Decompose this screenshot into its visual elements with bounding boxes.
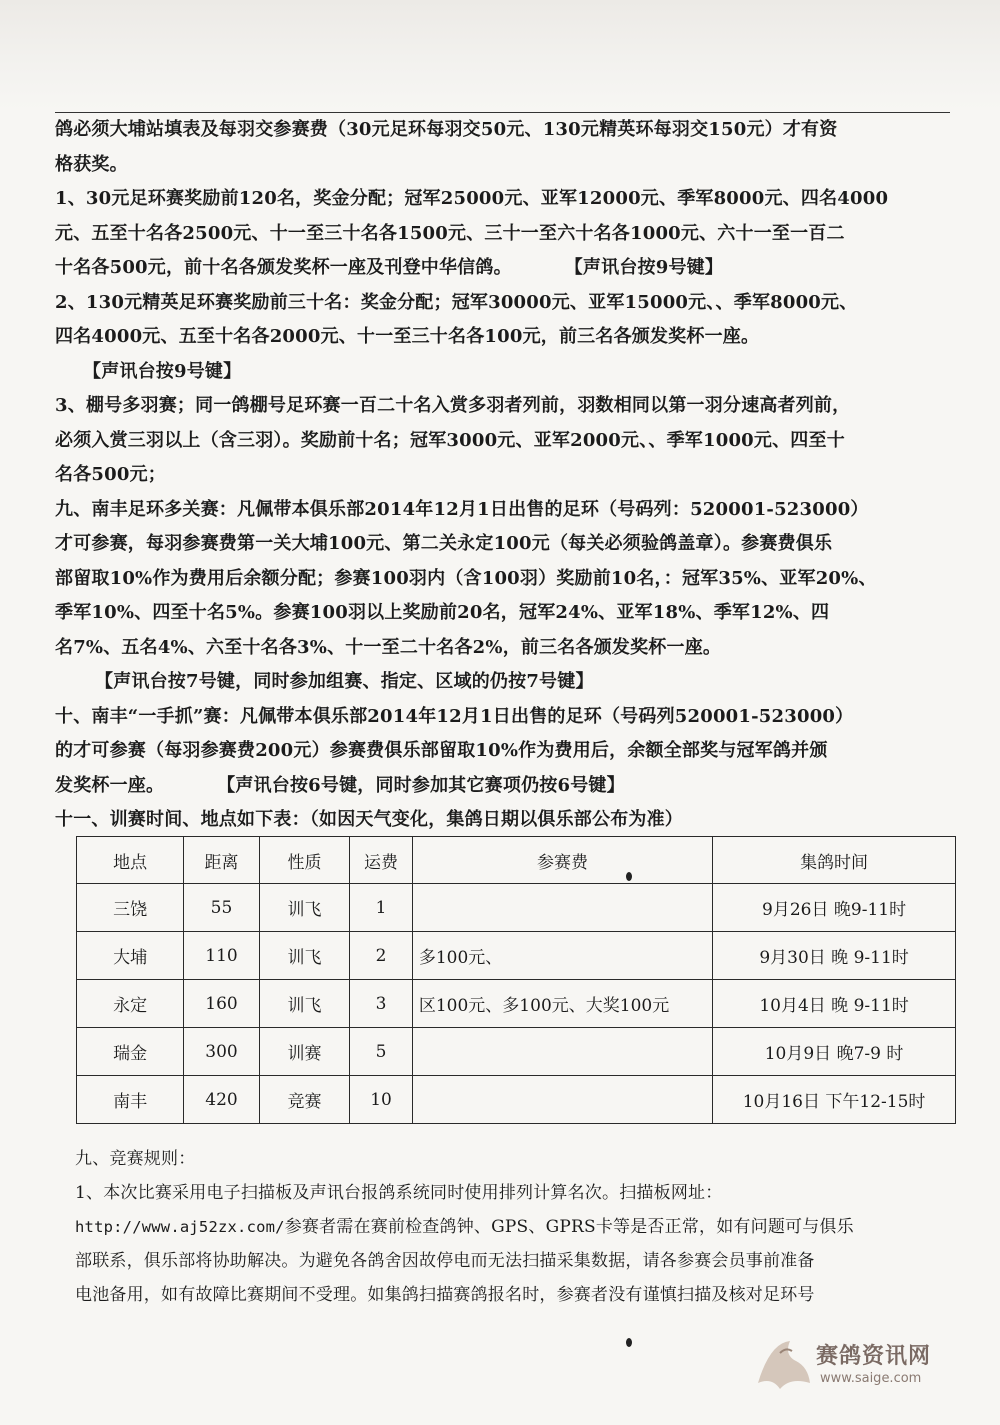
section10-line-3-text: 发奖杯一座。 bbox=[55, 774, 165, 796]
item2-key-note: 【声讯台按9号键】 bbox=[83, 360, 242, 382]
cell-type: 训飞 bbox=[259, 932, 349, 980]
item1-key-note: 【声讯台按9号键】 bbox=[564, 257, 724, 278]
cell-collect-time: 10月16日 下午12-15时 bbox=[713, 1076, 956, 1124]
document-body bbox=[55, 112, 950, 838]
cell-place: 瑞金 bbox=[77, 1028, 184, 1076]
item1-line-1: 1、30元足环赛奖励前120名，奖金分配；冠军25000元、亚军12000元、季军8000元、四名4000 bbox=[55, 188, 889, 209]
section9-line-5: 名7%、五名4%、六至十名各3%、十一至二十名各2%，前三名各颁发奖杯一座。 bbox=[55, 636, 722, 658]
intro-line-1: 鸽必须大埔站填表及每羽交参赛费（30元足环每羽交50元、130元精英环每羽交150元）才有资 bbox=[55, 112, 950, 148]
ink-spot bbox=[626, 1338, 632, 1347]
section9-line-2: 才可参赛，每羽参赛费第一关大埔100元、第二关永定100元（每关必须验鸽盖章）。参赛费俱乐 bbox=[55, 533, 833, 554]
table-row bbox=[77, 1076, 956, 1124]
cell-entry-fee bbox=[412, 884, 712, 932]
ink-spot bbox=[626, 872, 632, 881]
section10-line-3 bbox=[55, 769, 950, 804]
cell-entry-fee: 区100元、多100元、大奖100元 bbox=[412, 980, 712, 1028]
item3-line-1: 3、棚号多羽赛；同一鸽棚号足环赛一百二十名入赏多羽者列前，羽数相同以第一羽分速高者列前， bbox=[55, 395, 851, 416]
watermark-url: www.saige.com bbox=[820, 1371, 922, 1386]
rules-line-3: 部联系，俱乐部将协助解决。为避免各鸽舍因故停电而无法扫描采集数据，请各参赛会员事前准备 bbox=[75, 1251, 815, 1271]
item3-line-2: 必须入赏三羽以上（含三羽）。奖励前十名；冠军3000元、亚军2000元、、季军1000元、四至十 bbox=[55, 429, 845, 451]
header-freight: 运费 bbox=[350, 837, 413, 884]
rules-line-2 bbox=[75, 1210, 965, 1244]
cell-distance: 300 bbox=[184, 1028, 260, 1076]
cell-collect-time: 10月4日 晚 9-11时 bbox=[713, 980, 956, 1028]
cell-place: 南丰 bbox=[77, 1076, 184, 1124]
cell-place: 三饶 bbox=[77, 884, 184, 932]
cell-distance: 420 bbox=[184, 1076, 260, 1124]
section9-line-3: 部留取10%作为费用后余额分配；参赛100羽内（含100羽）奖励前10名，：冠军35%、亚军20%、 bbox=[55, 567, 877, 589]
item3-line-3: 名各500元； bbox=[55, 464, 166, 485]
header-collect-time: 集鸽时间 bbox=[713, 837, 956, 884]
table-row bbox=[77, 932, 956, 980]
cell-distance: 110 bbox=[184, 932, 260, 980]
schedule-table bbox=[76, 836, 956, 1124]
cell-freight: 10 bbox=[350, 1076, 413, 1124]
section10-line-1: 十、南丰“一手抓”赛：凡佩带本俱乐部2014年12月1日出售的足环（号码列520001-523000） bbox=[55, 705, 854, 727]
cell-collect-time: 9月26日 晚9-11时 bbox=[713, 884, 956, 932]
pigeon-logo-icon bbox=[750, 1333, 816, 1399]
item1-line-2: 元、五至十名各2500元、十一至三十名各1500元、三十一至六十名各1000元、六十一至一百二 bbox=[55, 222, 845, 244]
rules-line-2-text: 参赛者需在赛前检查鸽钟、GPS、GPRS卡等是否正常，如有问题可与俱乐 bbox=[284, 1217, 854, 1237]
rules-url-link[interactable]: http://www.aj52zx.com/ bbox=[75, 1218, 285, 1236]
cell-type: 训飞 bbox=[259, 980, 349, 1028]
header-entry-fee: 参赛费 bbox=[412, 837, 712, 884]
cell-place: 大埔 bbox=[77, 932, 184, 980]
cell-type: 训飞 bbox=[259, 884, 349, 932]
cell-freight: 5 bbox=[350, 1028, 413, 1076]
header-place: 地点 bbox=[77, 837, 184, 884]
section11-heading: 十一、训赛时间、地点如下表：（如因天气变化，集鸽日期以俱乐部公布为准） bbox=[55, 809, 683, 830]
cell-entry-fee bbox=[412, 1028, 712, 1076]
table-row bbox=[77, 980, 956, 1028]
cell-collect-time: 9月30日 晚 9-11时 bbox=[713, 932, 956, 980]
cell-entry-fee: 多100元、 bbox=[412, 932, 712, 980]
rules-line-1: 1、本次比赛采用电子扫描板及声讯台报鸽系统同时使用排列计算名次。扫描板网址： bbox=[75, 1183, 723, 1203]
section9-key-note: 【声讯台按7号键，同时参加组赛、指定、区域的仍按7号键】 bbox=[95, 671, 594, 692]
section9-line-4: 季军10%、四至十名5%。参赛100羽以上奖励前20名，冠军24%、亚军18%、季军12%、四 bbox=[55, 602, 830, 623]
cell-entry-fee bbox=[412, 1076, 712, 1124]
rules-section bbox=[75, 1142, 965, 1312]
cell-freight: 2 bbox=[350, 932, 413, 980]
table-row bbox=[77, 1028, 956, 1076]
item2-line-1: 2、130元精英足环赛奖励前三十名：奖金分配；冠军30000元、亚军15000元、、季军8000元、 bbox=[55, 291, 858, 313]
item1-line-3 bbox=[55, 251, 950, 286]
cell-distance: 55 bbox=[184, 884, 260, 932]
section10-key-note: 【声讯台按6号键，同时参加其它赛项仍按6号键】 bbox=[217, 774, 625, 796]
site-watermark bbox=[750, 1333, 960, 1403]
header-distance: 距离 bbox=[184, 837, 260, 884]
cell-distance: 160 bbox=[184, 980, 260, 1028]
cell-freight: 1 bbox=[350, 884, 413, 932]
rules-line-4: 电池备用，如有故障比赛期间不受理。如集鸽扫描赛鸽报名时，参赛者没有谨慎扫描及核对足环号 bbox=[75, 1285, 815, 1305]
cell-collect-time: 10月9日 晚7-9 时 bbox=[713, 1028, 956, 1076]
cell-type: 竞赛 bbox=[259, 1076, 349, 1124]
cell-freight: 3 bbox=[350, 980, 413, 1028]
header-type: 性质 bbox=[259, 837, 349, 884]
scan-header-noise bbox=[0, 0, 1000, 110]
table-row bbox=[77, 884, 956, 932]
item1-line-3-text: 十名各500元，前十名各颁发奖杯一座及刊登中华信鸽。 bbox=[55, 257, 512, 278]
item2-line-2: 四名4000元、五至十名各2000元、十一至三十名各100元，前三名各颁发奖杯一座。 bbox=[55, 326, 760, 347]
intro-line-2: 格获奖。 bbox=[55, 153, 128, 175]
section9-line-1: 九、南丰足环多关赛：凡佩带本俱乐部2014年12月1日出售的足环（号码列：520001-523000） bbox=[55, 498, 869, 520]
rules-heading: 九、竞赛规则： bbox=[75, 1149, 196, 1169]
schedule-header-row bbox=[77, 837, 956, 884]
cell-type: 训赛 bbox=[259, 1028, 349, 1076]
cell-place: 永定 bbox=[77, 980, 184, 1028]
section10-line-2: 的才可参赛（每羽参赛费200元）参赛费俱乐部留取10%作为费用后，余额全部奖与冠军鸽并颁 bbox=[55, 740, 828, 761]
watermark-name: 赛鸽资讯网 bbox=[816, 1344, 932, 1369]
